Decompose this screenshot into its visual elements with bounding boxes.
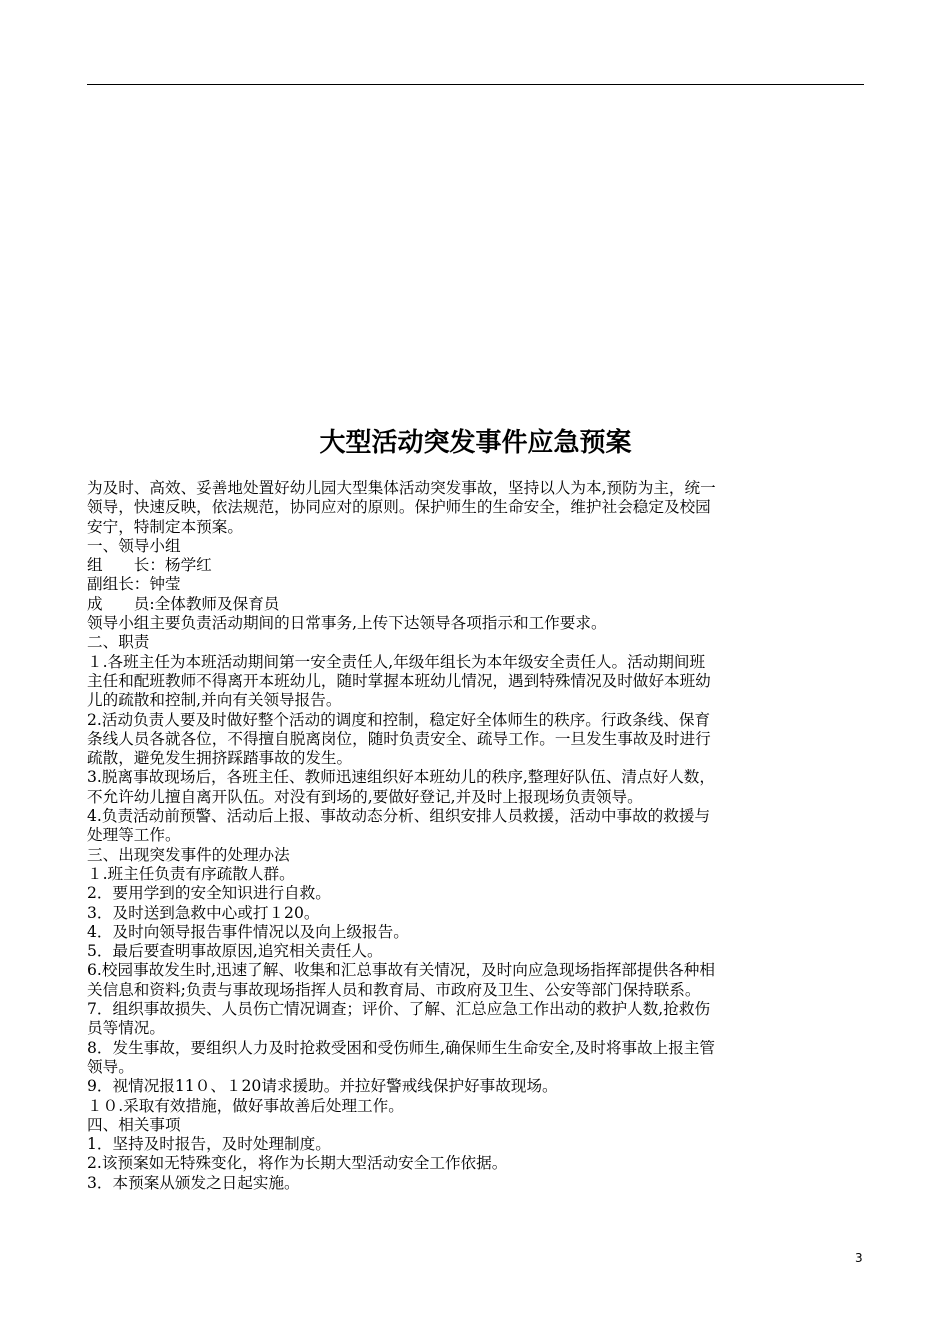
body-line: 为及时、高效、妥善地处置好幼儿园大型集体活动突发事故，坚持以人为本,预防为主，统一 xyxy=(87,479,716,497)
section-heading: 三、出现突发事件的处理办法 xyxy=(87,845,290,864)
section-heading: 四、相关事项 xyxy=(87,1115,181,1134)
body-line: 1．坚持及时报告，及时处理制度。 xyxy=(87,1135,331,1154)
body-line: 9．视情况报11０、１20请求援助。并拉好警戒线保护好事故现场。 xyxy=(87,1077,558,1096)
body-line: １０.采取有效措施，做好事故善后处理工作。 xyxy=(87,1096,404,1115)
body-line: 主任和配班教师不得离开本班幼儿，随时掌握本班幼儿情况，遇到特殊情况及时做好本班幼 xyxy=(87,671,711,690)
body-line: 组 长：杨学红 xyxy=(87,556,212,575)
body-line: 5．最后要查明事故原因,追究相关责任人。 xyxy=(87,942,383,961)
page-number: 3 xyxy=(855,1251,863,1265)
header-rule xyxy=(87,84,864,85)
body-line: １.各班主任为本班活动期间第一安全责任人,年级年组长为本年级安全责任人。活动期间班 xyxy=(87,652,706,671)
body-line: 安宁，特制定本预案。 xyxy=(87,517,243,536)
body-line: 条线人员各就各位，不得擅自脱离岗位，随时负责安全、疏导工作。一旦发生事故及时进行 xyxy=(87,729,711,748)
document-body xyxy=(87,479,864,1193)
body-line: 副组长：钟莹 xyxy=(87,575,181,594)
body-line: 7．组织事故损失、人员伤亡情况调查；评价、了解、汇总应急工作出动的救护人数,抢救伤 xyxy=(87,1000,711,1019)
body-line: 3．本预案从颁发之日起实施。 xyxy=(87,1173,300,1192)
body-line: 处理等工作。 xyxy=(87,826,181,845)
body-line: １.班主任负责有序疏散人群。 xyxy=(87,864,295,883)
body-line: 领导，快速反映，依法规范，协同应对的原则。保护师生的生命安全，维护社会稳定及校园 xyxy=(87,498,711,517)
body-line: 8．发生事故，要组织人力及时抢救受困和受伤师生,确保师生生命安全,及时将事故上报主管 xyxy=(87,1038,715,1057)
body-line: 2.活动负责人要及时做好整个活动的调度和控制，稳定好全体师生的秩序。行政条线、保育 xyxy=(87,710,711,729)
body-line: 儿的疏散和控制,并向有关领导报告。 xyxy=(87,691,342,710)
body-line: 领导小组主要负责活动期间的日常事务,上传下达领导各项指示和工作要求。 xyxy=(87,614,607,633)
body-line: 不允许幼儿擅自离开队伍。对没有到场的,要做好登记,并及时上报现场负责领导。 xyxy=(87,787,643,806)
body-line: 领导。 xyxy=(87,1057,134,1076)
body-line: 成 员:全体教师及保育员 xyxy=(87,594,280,613)
body-line: 3.脱离事故现场后，各班主任、教师迅速组织好本班幼儿的秩序,整理好队伍、清点好人数， xyxy=(87,768,715,787)
document-title: 大型活动突发事件应急预案 xyxy=(319,428,632,458)
body-line: 4．及时向领导报告事件情况以及向上级报告。 xyxy=(87,922,409,941)
body-line: 员等情况。 xyxy=(87,1019,165,1038)
body-line: 4.负责活动前预警、活动后上报、事故动态分析、组织安排人员救援，活动中事故的救援与 xyxy=(87,807,711,826)
body-line: 2．要用学到的安全知识进行自救。 xyxy=(87,884,331,903)
body-line: 6.校园事故发生时,迅速了解、收集和汇总事故有关情况，及时向应急现场指挥部提供各种相 xyxy=(87,961,715,980)
body-line: 疏散，避免发生拥挤踩踏事故的发生。 xyxy=(87,749,353,768)
body-line: 关信息和资料;负责与事故现场指挥人员和教育局、市政府及卫生、公安等部门保持联系。 xyxy=(87,980,701,999)
section-heading: 一、领导小组 xyxy=(87,536,181,555)
body-line: 2.该预案如无特殊变化，将作为长期大型活动安全工作依据。 xyxy=(87,1154,508,1173)
body-line: 3．及时送到急救中心或打１20。 xyxy=(87,903,320,922)
section-heading: 二、职责 xyxy=(87,633,150,652)
